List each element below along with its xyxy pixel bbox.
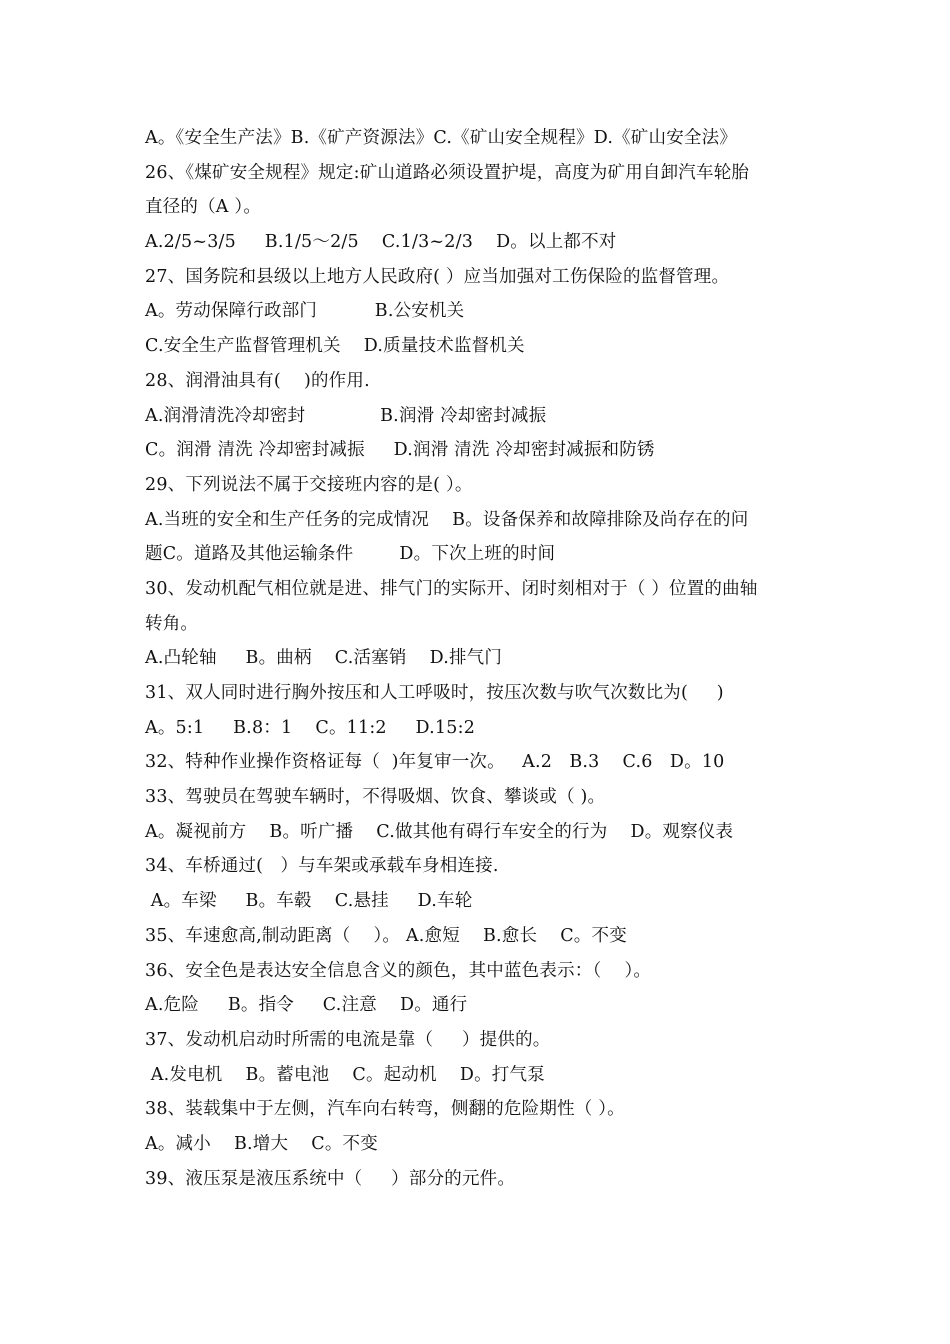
answer-options-line: A。5:1 B.8：1 C。11:2 D.15:2 <box>145 717 476 738</box>
answer-options-line: A.发电机 B。蓄电池 C。起动机 D。打气泵 <box>145 1064 545 1085</box>
answer-options-line: A.润滑清洗冷却密封 B.润滑 冷却密封减振 <box>145 405 547 426</box>
question-29-line: 29、下列说法不属于交接班内容的是( ）。 <box>145 474 473 495</box>
question-39-line: 39、液压泵是液压系统中（ ）部分的元件。 <box>145 1168 516 1189</box>
answer-options-line: A.凸轮轴 B。曲柄 C.活塞销 D.排气门 <box>145 648 503 669</box>
question-31-line: 31、双人同时进行胸外按压和人工呼吸时，按压次数与吹气次数比为( ) <box>145 683 724 703</box>
answer-options-line: A。车梁 B。车毂 C.悬挂 D.车轮 <box>145 891 473 912</box>
exam-question-text <box>145 121 825 1196</box>
question-37-line: 37、发动机启动时所需的电流是靠（ ）提供的。 <box>145 1029 551 1050</box>
answer-options-line: C.安全生产监督管理机关 D.质量技术监督机关 <box>145 336 525 357</box>
question-32-line: 32、特种作业操作资格证每（ )年复审一次。 A.2 B.3 C.6 D。10 <box>145 752 725 773</box>
answer-options-line: A.2/5~3/5 B.1/5～2/5 C.1/3~2/3 D。以上都不对 <box>145 232 617 253</box>
answer-options-line: C。润滑 清洗 冷却密封减振 D.润滑 清洗 冷却密封减振和防锈 <box>145 440 655 461</box>
question-27-line: 27、国务院和县级以上地方人民政府( ）应当加强对工伤保险的监督管理。 <box>145 266 730 287</box>
question-26-line: 26、《煤矿安全规程》规定:矿山道路必须设置护堤，高度为矿用自卸汽车轮胎 <box>145 162 750 183</box>
text-line: 转角。 <box>145 613 199 634</box>
question-34-line: 34、车桥通过( ）与车架或承载车身相连接. <box>145 856 499 877</box>
text-line: A。《安全生产法》B.《矿产资源法》C.《矿山安全规程》D.《矿山安全法》 <box>145 128 738 148</box>
question-33-line: 33、驾驶员在驾驶车辆时，不得吸烟、饮食、攀谈或（ )。 <box>145 787 606 808</box>
answer-options-line: 题C。道路及其他运输条件 D。下次上班的时间 <box>145 544 556 565</box>
question-28-line: 28、润滑油具有( )的作用. <box>145 370 370 391</box>
answer-options-line: A.当班的安全和生产任务的完成情况 B。设备保养和故障排除及尚存在的问 <box>145 509 749 530</box>
question-38-line: 38、装载集中于左侧，汽车向右转弯，侧翻的危险期性（ ）。 <box>145 1099 625 1120</box>
answer-options-line: A。凝视前方 B。听广播 C.做其他有碍行车安全的行为 D。观察仪表 <box>145 821 734 842</box>
question-30-line: 30、发动机配气相位就是进、排气门的实际开、闭时刻相对于（ ）位置的曲轴 <box>145 578 758 599</box>
question-36-line: 36、安全色是表达安全信息含义的颜色，其中蓝色表示：（ ）。 <box>145 960 652 981</box>
text-line: 直径的（A ）。 <box>145 197 262 218</box>
question-35-line: 35、车速愈高,制动距离（ ）。 A.愈短 B.愈长 C。不变 <box>145 925 627 946</box>
answer-options-line: A.危险 B。指令 C.注意 D。通行 <box>145 995 468 1016</box>
answer-options-line: A。减小 B.增大 C。不变 <box>145 1133 378 1154</box>
answer-options-line: A。劳动保障行政部门 B.公安机关 <box>145 301 465 322</box>
